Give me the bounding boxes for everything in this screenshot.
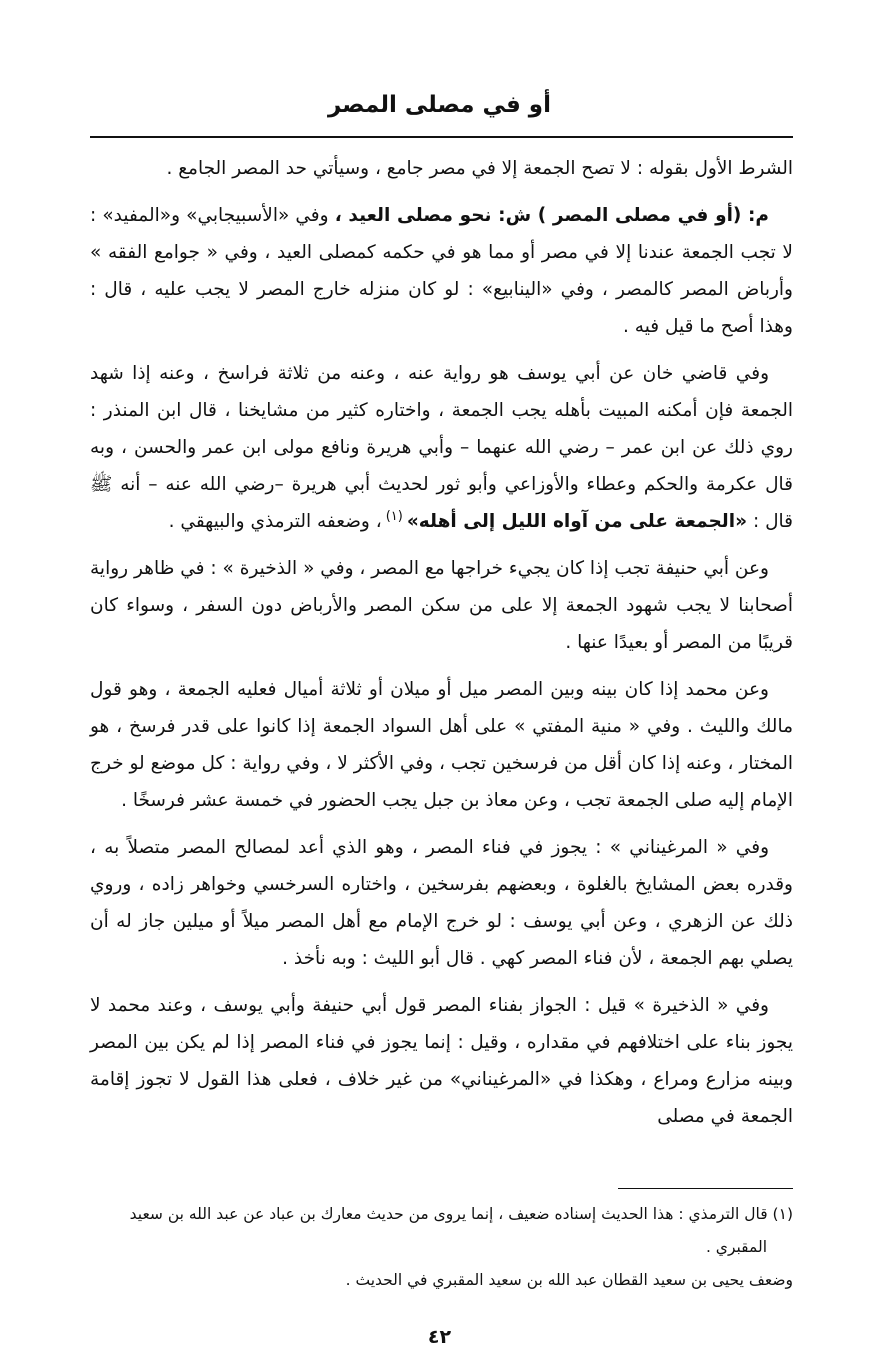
- header-rule: [90, 136, 793, 138]
- footnotes: [90, 1198, 793, 1297]
- paragraph-5: وعن محمد إذا كان بينه وبين المصر ميل أو ميلان أو ثلاثة أميال فعليه الجمعة ، وهو قول مالك والليث . وفي « منية المفتي » على أهل السواد الجمعة إذا كانوا على قدر فرسخ ، هو المختار ، وعنه إذا كان أقل من فرسخين تجب ، وفي الأكثر لا ، وفي رواية : كل موضع لو خرج الإمام إليه صلى الجمعة تجب ، وعن معاذ بن جبل يجب الحضور في خمسة عشر فرسخًا .: [90, 679, 793, 811]
- matn-quote: م: (أو في مصلى المصر ) ش: نحو مصلى العيد ،: [334, 205, 769, 226]
- footnote-separator: [618, 1188, 793, 1189]
- paragraph-6: وفي « المرغيناني » : يجوز في فناء المصر ، وهو الذي أعد لمصالح المصر متصلاً به ، وقدره بعض المشايخ بالغلوة ، وبعضهم بفرسخين ، واختاره السرخسي وخواهر زاده ، وروي ذلك عن الزهري ، وعن أبي يوسف : لو خرج الإمام مع أهل المصر ميلاً أو ميلين جاز له أن يصلي بهم الجمعة ، لأن فناء المصر كهي . قال أبو الليث : وبه نأخذ .: [90, 837, 793, 969]
- footnote-1-continuation: المقبري .: [705, 1238, 767, 1256]
- paragraph-2: [90, 197, 793, 345]
- footnote-1: (١) قال الترمذي : هذا الحديث إسناده ضعيف ، إنما يروى من حديث معارك بن عباد عن عبد الله بن سعيد: [129, 1205, 793, 1223]
- paragraph-2-text: وفي «الأسبيجابي» و«المفيد» : لا تجب الجمعة عندنا إلا في مصر أو مما هو في حكمه كمصلى العيد ، وفي « جوامع الفقه » وأرباض المصر كالمصر ، وفي «الينابيع» : لو كان منزله خارج المصر لا يجب عليه ، قال : وهذا أصح ما قيل فيه .: [90, 205, 793, 337]
- paragraph-1: الشرط الأول بقوله : لا تصح الجمعة إلا في مصر جامع ، وسيأتي حد المصر الجامع .: [166, 158, 793, 179]
- footnote-reference: (١): [385, 508, 403, 524]
- paragraph-3: [90, 355, 793, 540]
- main-text: [90, 150, 793, 1145]
- paragraph-7: وفي « الذخيرة » قيل : الجواز بفناء المصر قول أبي حنيفة وأبي يوسف ، وعند محمد لا يجوز بناء على اختلافهم في مقداره ، وقيل : إنما يجوز في فناء المصر إذا لم يكن بين المصر وبينه مزارع ومراع ، وهكذا في «المرغيناني» من غير خلاف ، فعلى هذا القول لا تجوز إقامة الجمعة في مصلى: [90, 995, 793, 1127]
- running-header: أو في مصلى المصر: [327, 92, 551, 118]
- paragraph-4: وعن أبي حنيفة تجب إذا كان يجيء خراجها مع المصر ، وفي « الذخيرة » : في ظاهر رواية أصحابنا لا يجب شهود الجمعة إلا على من سكن المصر والأرباض دون السفر ، وسواء كان قريبًا من المصر أو بعيدًا عنها .: [90, 558, 793, 653]
- page-number: ٤٢: [427, 1326, 452, 1348]
- paragraph-3-text: وفي قاضي خان عن أبي يوسف هو رواية عنه ، وعنه من ثلاثة فراسخ ، وعنه إذا شهد الجمعة فإن أمكنه المبيت بأهله يجب الجمعة ، واختاره كثير من مشايخنا ، قال ابن المنذر : روي ذلك عن ابن عمر – رضي الله عنهما – وأبي هريرة ونافع مولى ابن عمر والحسن ، وبه قال عكرمة والحكم وعطاء والأوزاعي وأبو ثور لحديث أبي هريرة –رضي الله عنه – أنه ﷺ قال :: [90, 363, 793, 532]
- footnote-2: وضعف يحيى بن سعيد القطان عبد الله بن سعيد المقبري في الحديث .: [345, 1271, 793, 1289]
- paragraph-3-end: ، وضعفه الترمذي والبيهقي .: [168, 511, 382, 532]
- hadith-quote: «الجمعة على من آواه الليل إلى أهله»: [406, 511, 748, 532]
